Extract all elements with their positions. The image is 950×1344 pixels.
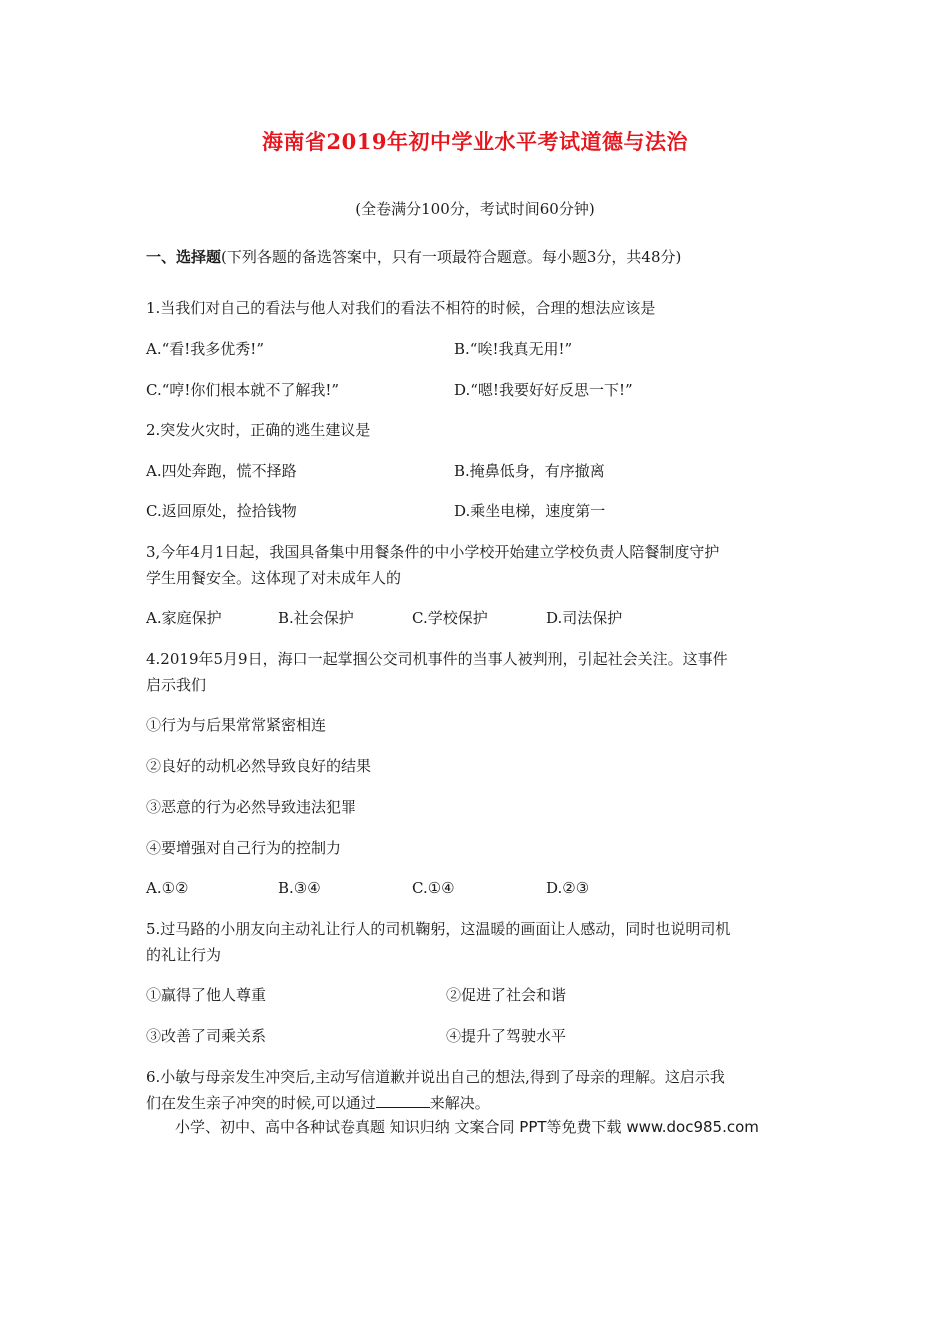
q4-option-b: B.③④ [278,879,321,897]
q5-stem-line1: 5.过马路的小朋友向主动礼让行人的司机鞠躬，这温暖的画面让人感动，同时也说明司机 [146,920,731,938]
section-heading: 一、选择题 [146,248,222,266]
q3-option-b: B.社会保护 [278,609,354,627]
q5-statement-3: ③改善了司乘关系 [146,1027,267,1045]
q4-stem-line1: 4.2019年5月9日，海口一起掌掴公交司机事件的当事人被判刑，引起社会关注。这事件 [146,650,728,668]
q6-stem-line1: 6.小敏与母亲发生冲突后,主动写信道歉并说出自己的想法,得到了母亲的理解。这启示我 [146,1068,725,1086]
q5-statement-4: ④提升了驾驶水平 [446,1027,567,1045]
q1-option-b: B.“唉!我真无用!” [454,340,573,358]
q4-statement-3: ③恶意的行为必然导致违法犯罪 [146,798,357,816]
page-footer: 小学、初中、高中各种试卷真题 知识归纳 文案合同 PPT等免费下载 www.doc985.com [175,1118,759,1136]
q2-option-b: B.掩鼻低身，有序撤离 [454,462,605,480]
q2-option-c: C.返回原处，捡拾钱物 [146,502,297,520]
q1-option-a: A.“看!我多优秀!” [146,340,264,358]
q5-statement-1: ①赢得了他人尊重 [146,986,267,1004]
q4-statement-4: ④要增强对自己行为的控制力 [146,839,342,857]
q1-stem: 1.当我们对自己的看法与他人对我们的看法不相符的时候，合理的想法应该是 [146,299,656,317]
q1-option-c: C.“哼!你们根本就不了解我!” [146,381,340,399]
q4-option-c: C.①④ [412,879,455,897]
q1-option-d: D.“嗯!我要好好反思一下!” [454,381,633,399]
q4-statement-2: ②良好的动机必然导致良好的结果 [146,757,372,775]
q4-option-a: A.①② [146,879,189,897]
q4-statement-1: ①行为与后果常常紧密相连 [146,716,327,734]
q3-stem-line1: 3,今年4月1日起，我国具备集中用餐条件的中小学校开始建立学校负责人陪餐制度守护 [146,543,720,561]
q6-stem-line2 [146,1092,490,1114]
section-heading-line [146,246,681,268]
q3-option-a: A.家庭保护 [146,609,222,627]
q6-stem-part2: 来解决。 [429,1094,490,1112]
exam-subtitle: (全卷满分100分，考试时间60分钟) [355,200,595,218]
q3-option-c: C.学校保护 [412,609,488,627]
q5-statement-2: ②促进了社会和谐 [446,986,567,1004]
section-instructions: (下列各题的备选答案中，只有一项最符合题意。每小题3分，共48分) [221,248,682,266]
q4-option-d: D.②③ [546,879,590,897]
q3-option-d: D.司法保护 [546,609,623,627]
q2-option-d: D.乘坐电梯，速度第一 [454,502,606,520]
q6-answer-blank [376,1093,430,1108]
exam-title: 海南省2019年初中学业水平考试道德与法治 [262,129,688,154]
q5-stem-line2: 的礼让行为 [146,946,222,964]
q4-stem-line2: 启示我们 [146,676,207,694]
q3-stem-line2: 学生用餐安全。这体现了对未成年人的 [146,569,402,587]
q2-option-a: A.四处奔跑，慌不择路 [146,462,297,480]
q2-stem: 2.突发火灾时，正确的逃生建议是 [146,421,371,439]
q6-stem-part1: 们在发生亲子冲突的时候,可以通过 [146,1094,376,1112]
